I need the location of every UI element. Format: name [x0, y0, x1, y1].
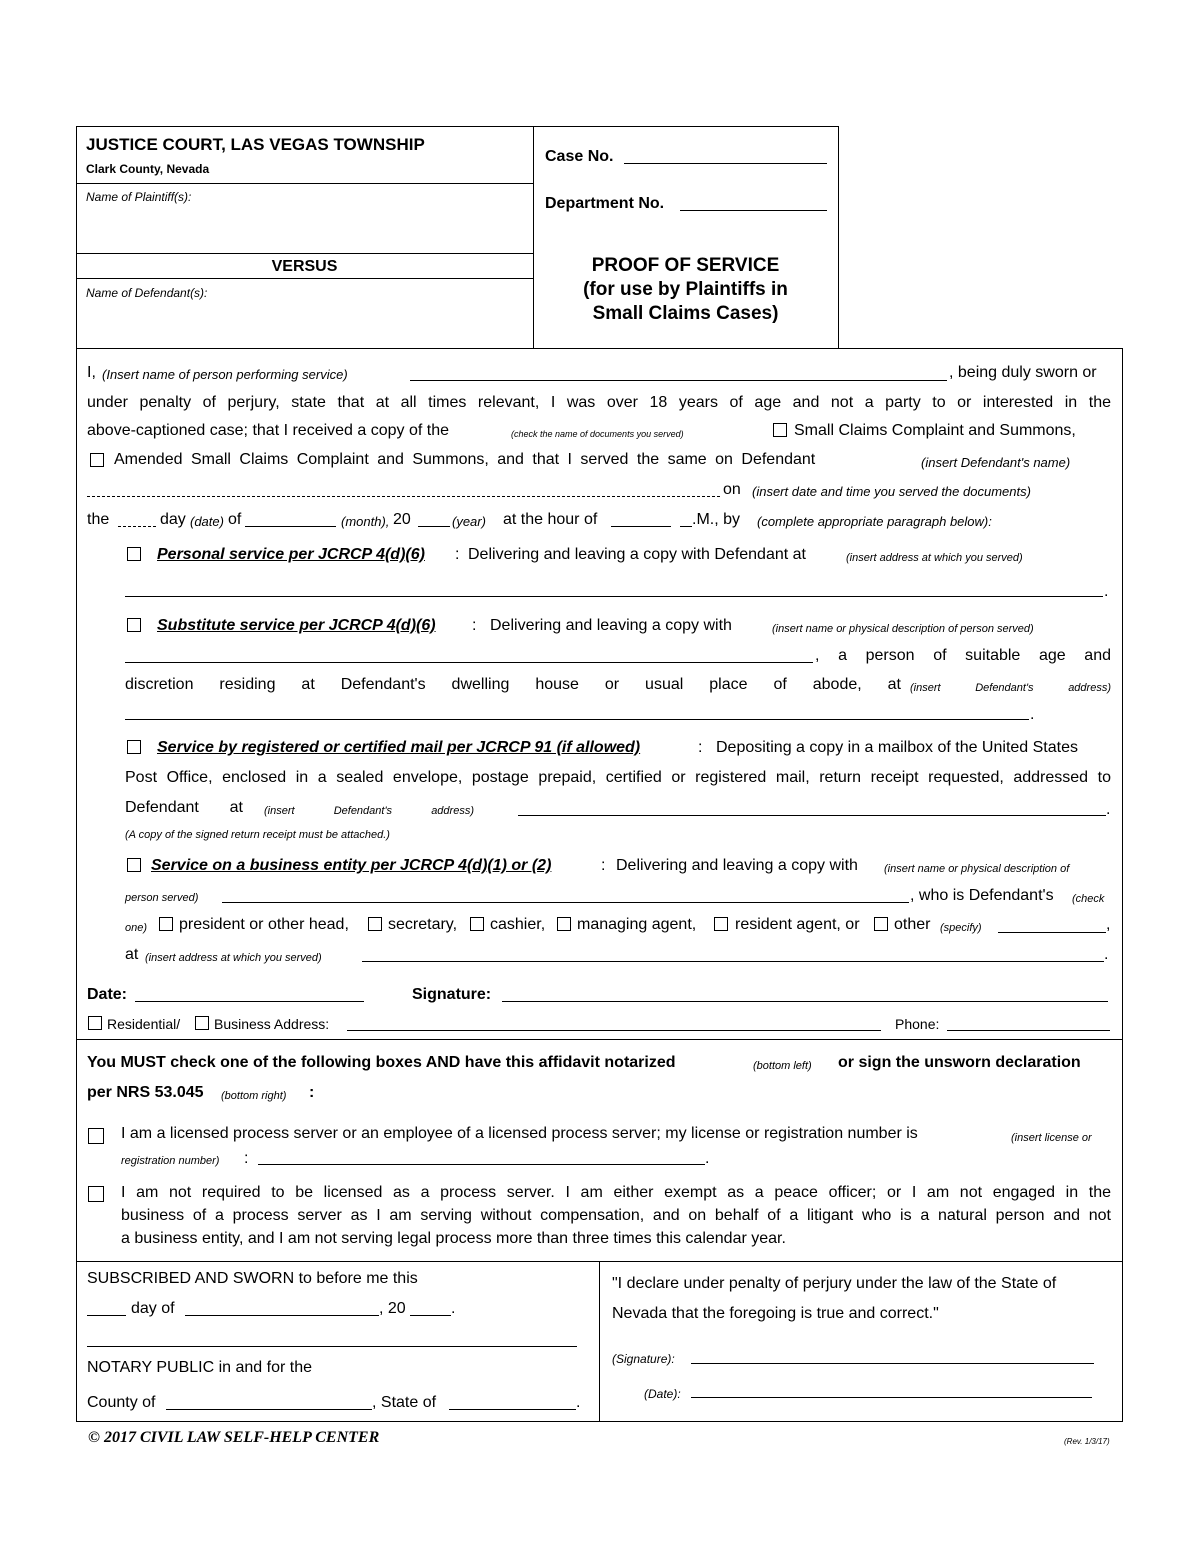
substitute-address-hint: (insert Defendant's address) — [910, 682, 1111, 694]
insert-name-hint: (Insert name of person performing service) — [102, 367, 348, 382]
intro-on: on — [723, 481, 741, 498]
declaration-line-2: Nevada that the foregoing is true and correct." — [612, 1305, 939, 1322]
personal-address-field[interactable] — [125, 596, 1103, 597]
check-docs-hint: (check the name of documents you served) — [511, 429, 684, 439]
secretary-checkbox[interactable] — [368, 917, 382, 931]
not-licensed-line-1: I am not required to be licensed as a process server. I am either exempt as a peace officer; or I am not engaged in the — [121, 1184, 1111, 1201]
mail-service-text: Depositing a copy in a mailbox of the United States — [716, 739, 1078, 756]
licensed-text: I am a licensed process server or an employee of a licensed process server; my license or registration number is — [121, 1125, 918, 1142]
notary-state-field[interactable] — [449, 1409, 576, 1410]
mail-address-hint: (insert Defendant's address) — [264, 805, 474, 817]
phone-field[interactable] — [947, 1030, 1110, 1031]
notary-period: . — [451, 1300, 456, 1317]
bottom-right-hint: (bottom right) — [221, 1090, 287, 1102]
form-title: PROOF OF SERVICE — [591, 255, 780, 276]
licensed-hint-2: registration number) — [121, 1155, 220, 1167]
defendant-label: Name of Defendant(s): — [86, 286, 208, 300]
defendant-name-field[interactable] — [86, 300, 526, 344]
substitute-service-text: Delivering and leaving a copy with — [490, 617, 732, 634]
business-address-label: Business Address: — [214, 1016, 330, 1032]
substitute-address-field[interactable] — [125, 719, 1029, 720]
small-claims-label: Small Claims Complaint and Summons, — [794, 422, 1076, 439]
notary-county-of: County of — [87, 1394, 156, 1411]
declaration-date-field[interactable] — [691, 1397, 1092, 1398]
resident-agent-checkbox[interactable] — [714, 917, 728, 931]
substitute-service-heading: Substitute service per JCRCP 4(d)(6) — [157, 617, 436, 634]
defendant-name-served-field[interactable] — [87, 496, 720, 497]
service-day-field[interactable] — [118, 526, 156, 527]
date-field[interactable] — [135, 1001, 364, 1002]
form-subtitle-1: (for use by Plaintiffs in — [583, 279, 788, 300]
licensed-checkbox[interactable] — [88, 1128, 104, 1144]
not-licensed-line-2: business of a process server as I am serving without compensation, and on behalf of a litigant who is a natural person and not — [121, 1207, 1111, 1224]
notary-public: NOTARY PUBLIC in and for the — [87, 1359, 312, 1376]
service-hour-field[interactable] — [611, 526, 671, 527]
case-no-label: Case No. — [545, 148, 614, 165]
mail-defendant-at: Defendant at — [125, 799, 243, 816]
notary-county-field[interactable] — [166, 1409, 372, 1410]
notary-state-period: . — [576, 1394, 581, 1411]
county-name: Clark County, Nevada — [86, 162, 210, 176]
intro-of: of — [228, 511, 242, 528]
must-line-1b: or sign the unsworn declaration — [838, 1054, 1081, 1071]
personal-service-heading: Personal service per JCRCP 4(d)(6) — [157, 546, 425, 563]
amended-checkbox[interactable] — [90, 453, 104, 467]
intro-day: day — [160, 511, 186, 528]
business-address-checkbox[interactable] — [195, 1016, 209, 1030]
notary-twenty: , 20 — [379, 1300, 406, 1317]
intro-at-hour: at the hour of — [503, 511, 598, 528]
footer-revision: (Rev. 1/3/17) — [1064, 1437, 1110, 1446]
substitute-person-hint: (insert name or physical description of person served) — [772, 623, 1034, 635]
president-checkbox[interactable] — [159, 917, 173, 931]
date-label: Date: — [87, 986, 128, 1003]
personal-service-checkbox[interactable] — [127, 547, 141, 561]
versus-label: VERSUS — [271, 258, 338, 275]
date-hint: (date) — [190, 514, 224, 529]
court-name: JUSTICE COURT, LAS VEGAS TOWNSHIP — [86, 135, 425, 154]
intro-m-by: .M., by — [692, 511, 741, 528]
department-no-label: Department No. — [545, 195, 665, 212]
mail-colon: : — [698, 739, 703, 756]
substitute-service-checkbox[interactable] — [127, 618, 141, 632]
personal-address-hint: (insert address at which you served) — [846, 552, 1023, 564]
intro-i: I, — [87, 364, 96, 381]
personal-service-text: Delivering and leaving a copy with Defendant at — [468, 546, 806, 563]
secretary-label: secretary, — [388, 916, 458, 933]
plaintiff-label: Name of Plaintiff(s): — [86, 190, 192, 204]
declaration-date-label: (Date): — [644, 1387, 681, 1401]
not-licensed-checkbox[interactable] — [88, 1186, 104, 1202]
residential-checkbox[interactable] — [88, 1016, 102, 1030]
service-ampm-field[interactable] — [680, 526, 692, 527]
specify-hint: (specify) — [940, 922, 982, 934]
cashier-checkbox[interactable] — [470, 917, 484, 931]
insert-defendant-hint: (insert Defendant's name) — [921, 455, 1071, 470]
other-specify-field[interactable] — [998, 932, 1106, 933]
small-claims-checkbox[interactable] — [773, 423, 787, 437]
business-period: . — [1104, 946, 1109, 963]
managing-agent-checkbox[interactable] — [557, 917, 571, 931]
business-service-text: Delivering and leaving a copy with — [616, 857, 858, 874]
phone-label: Phone: — [895, 1016, 940, 1032]
notary-signature-field[interactable] — [87, 1346, 577, 1347]
month-hint: (month), — [341, 514, 390, 529]
notary-year-field[interactable] — [410, 1315, 451, 1316]
business-check-hint: (check — [1072, 893, 1105, 905]
case-no-field[interactable] — [624, 163, 827, 164]
intro-sworn: , being duly sworn or — [949, 364, 1097, 381]
other-label: other — [894, 916, 931, 933]
business-service-heading: Service on a business entity per JCRCP 4(d)(1) or (2) — [151, 857, 552, 874]
declaration-line-1: "I declare under penalty of perjury under the law of the State of — [612, 1275, 1057, 1292]
service-year-field[interactable] — [418, 526, 450, 527]
license-number-field[interactable] — [258, 1164, 705, 1165]
resident-agent-label: resident agent, or — [735, 916, 860, 933]
notary-month-field[interactable] — [185, 1315, 379, 1316]
business-one-hint: one) — [125, 922, 148, 934]
intro-twenty: 20 — [393, 511, 411, 528]
must-line-2a: per NRS 53.045 — [87, 1084, 204, 1101]
footer-copyright: © 2017 CIVIL LAW SELF-HELP CENTER — [88, 1429, 380, 1446]
personal-period: . — [1104, 583, 1109, 600]
mail-service-checkbox[interactable] — [127, 740, 141, 754]
business-at: at — [125, 946, 139, 963]
business-colon: : — [601, 857, 606, 874]
declaration-signature-label: (Signature): — [612, 1352, 675, 1366]
other-checkbox[interactable] — [874, 917, 888, 931]
cashier-label: cashier, — [490, 916, 546, 933]
residential-label: Residential/ — [107, 1016, 181, 1032]
address-field[interactable] — [347, 1030, 881, 1031]
notary-day-of: day of — [131, 1300, 175, 1317]
licensed-colon: : — [244, 1150, 249, 1167]
business-service-checkbox[interactable] — [127, 858, 141, 872]
insert-date-hint: (insert date and time you served the documents) — [752, 484, 1031, 499]
intro-line-3: above-captioned case; that I received a copy of the — [87, 422, 450, 439]
other-comma: , — [1106, 916, 1111, 933]
form-subtitle-2: Small Claims Cases) — [592, 303, 779, 324]
substitute-suitable: , a person of suitable age and — [815, 647, 1111, 664]
service-month-field[interactable] — [245, 526, 336, 527]
signature-field[interactable] — [502, 1001, 1108, 1002]
substitute-period: . — [1030, 706, 1035, 723]
president-label: president or other head, — [179, 916, 349, 933]
substitute-discretion: discretion residing at Defendant's dwelling house or usual place of abode, at — [125, 676, 901, 693]
signature-label: Signature: — [412, 986, 492, 1003]
business-person-hint-1: (insert name or physical description of — [884, 863, 1070, 875]
licensed-hint-1: (insert license or — [1011, 1132, 1092, 1144]
must-colon: : — [309, 1084, 315, 1101]
business-who-is: , who is Defendant's — [910, 887, 1054, 904]
mail-service-heading: Service by registered or certified mail per JCRCP 91 (if allowed) — [157, 739, 641, 756]
server-name-field[interactable] — [410, 380, 947, 381]
mail-line-2: Post Office, enclosed in a sealed envelope, postage prepaid, certified or registered mail, return receipt requested, addressed to — [125, 769, 1111, 786]
intro-line-2: under penalty of perjury, state that at all times relevant, I was over 18 years of age and not a party to or interested in the — [87, 394, 1111, 411]
department-no-field[interactable] — [680, 210, 827, 211]
complete-hint: (complete appropriate paragraph below): — [757, 514, 992, 529]
mail-address-field[interactable] — [518, 815, 1106, 816]
mail-period: . — [1106, 801, 1111, 818]
licensed-period: . — [705, 1150, 710, 1167]
business-address-field[interactable] — [362, 961, 1104, 962]
personal-colon: : — [455, 546, 460, 563]
substitute-person-field[interactable] — [125, 662, 813, 663]
notary-state-of: , State of — [372, 1394, 437, 1411]
bottom-left-hint: (bottom left) — [753, 1060, 812, 1072]
year-hint: (year) — [452, 514, 486, 529]
declaration-signature-field[interactable] — [691, 1363, 1094, 1364]
amended-label: Amended Small Claims Complaint and Summons, and that I served the same on Defendant — [114, 451, 816, 468]
managing-agent-label: managing agent, — [577, 916, 697, 933]
mail-note: (A copy of the signed return receipt must be attached.) — [125, 829, 390, 841]
notary-subscribed: SUBSCRIBED AND SWORN to before me this — [87, 1270, 418, 1287]
not-licensed-line-3: a business entity, and I am not serving legal process more than three times this calendar year. — [121, 1230, 786, 1247]
business-person-field[interactable] — [222, 902, 909, 903]
substitute-colon: : — [472, 617, 477, 634]
business-address-hint: (insert address at which you served) — [145, 952, 322, 964]
business-person-hint-2: person served) — [125, 892, 199, 904]
intro-the: the — [87, 511, 110, 528]
notary-day-field[interactable] — [87, 1315, 126, 1316]
plaintiff-name-field[interactable] — [86, 203, 526, 249]
must-line-1a: You MUST check one of the following boxes AND have this affidavit notarized — [87, 1054, 676, 1071]
